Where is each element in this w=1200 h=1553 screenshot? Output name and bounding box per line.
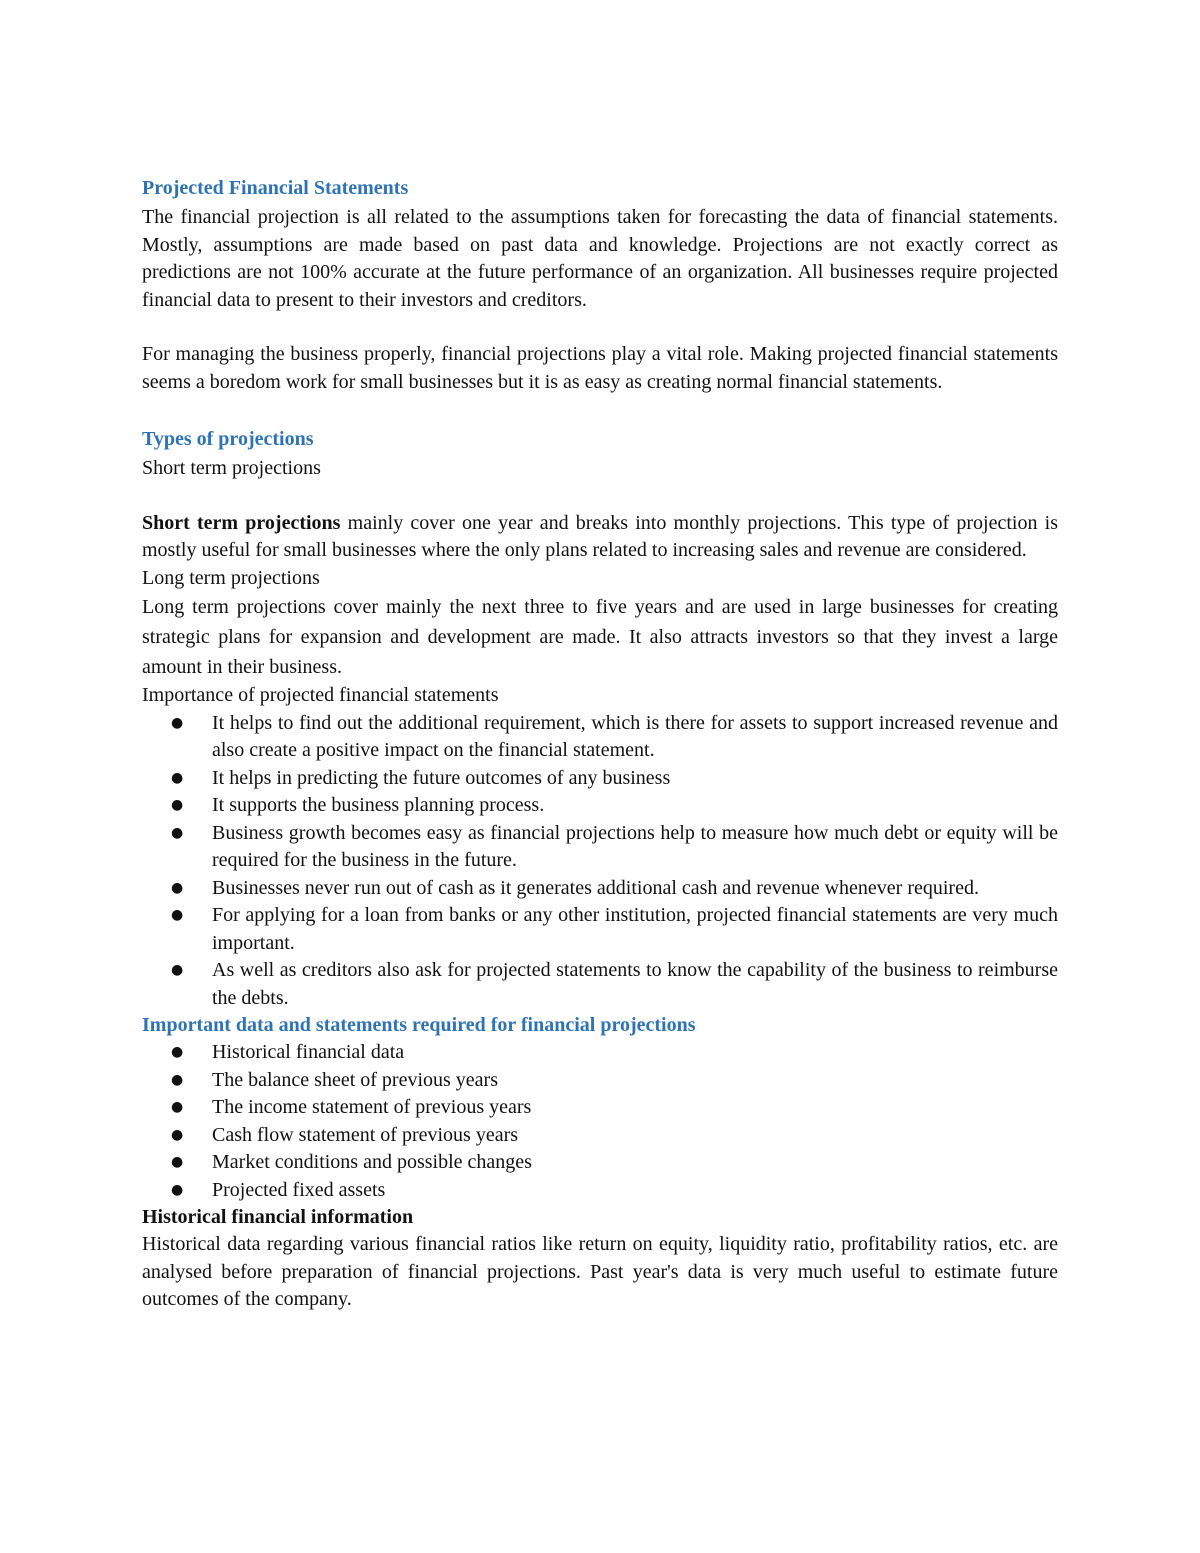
list-item-text: The income statement of previous years [212, 1096, 532, 1118]
list-item [142, 765, 1058, 793]
list-item [142, 1149, 1058, 1177]
bullet-icon: ● [171, 962, 184, 978]
document-page [142, 172, 1058, 1314]
bullet-icon: ● [171, 907, 184, 923]
list-item-text: It supports the business planning process. [212, 794, 545, 816]
long-term-paragraph: Long term projections cover mainly the next three to five years and are used in large businesses for creating strategic plans for expansion and development are made. It also attracts investors so that they invest a large amount in their business. [142, 596, 1058, 678]
list-item-text: Business growth becomes easy as financial projections help to measure how much debt or equity will be required for the business in the future. [212, 821, 1058, 871]
types-heading: Types of projections [142, 428, 314, 450]
short-term-paragraph [142, 510, 1058, 565]
list-item [142, 1067, 1058, 1095]
document-title: Projected Financial Statements [142, 177, 409, 199]
list-item [142, 1094, 1058, 1122]
long-term-label: Long term projections [142, 566, 320, 589]
list-item-text: It helps to find out the additional requirement, which is there for assets to support increased revenue and also create a positive impact on the financial statement. [212, 711, 1058, 761]
bullet-icon: ● [171, 824, 184, 841]
short-term-text: mainly cover one year and breaks into monthly projections. This type of projection is mostly useful for small businesses where the only plans related to increasing sales and revenue are considered. [142, 511, 1058, 561]
bullet-icon: ● [171, 1154, 184, 1170]
list-item [142, 710, 1058, 765]
bullet-icon: ● [171, 1099, 184, 1115]
list-item-text: Market conditions and possible changes [212, 1151, 532, 1173]
bullet-icon: ● [171, 1126, 184, 1143]
list-item-text: It helps in predicting the future outcomes of any business [212, 766, 671, 789]
bullet-icon: ● [171, 879, 184, 896]
paragraph-spacer [142, 483, 1058, 510]
list-item [142, 1122, 1058, 1150]
intro-paragraph-1: The financial projection is all related to the assumptions taken for forecasting the data of financial statements. Mostly, assumptions are made based on past data and knowledge. Projections are not exactly correct as predictions are not 100% accurate at the future performance of an organization. All businesses require projected financial data to present to their investors and creditors. [142, 206, 1058, 311]
data-heading: Important data and statements required for financial projections [142, 1014, 696, 1036]
paragraph-spacer [142, 314, 1058, 341]
list-item [142, 820, 1058, 875]
list-item-text: Businesses never run out of cash as it generates additional cash and revenue whenever required. [212, 876, 979, 899]
list-item-text: As well as creditors also ask for projected statements to know the capability of the business to reimburse the debts. [212, 959, 1058, 1009]
list-item [142, 875, 1058, 903]
list-item [142, 957, 1058, 1012]
bullet-icon: ● [171, 769, 184, 786]
importance-list [142, 710, 1058, 1013]
list-item-text: Historical financial data [212, 1041, 405, 1063]
intro-paragraph-2: For managing the business properly, financial projections play a vital role. Making projected financial statements seems a boredom work for small businesses but it is as easy as creating normal financial statements. [142, 343, 1058, 393]
list-item [142, 902, 1058, 957]
bullet-icon: ● [171, 714, 184, 731]
list-item [142, 1177, 1058, 1205]
historical-paragraph: Historical data regarding various financial ratios like return on equity, liquidity ratio, profitability ratios, etc. are analysed before preparation of financial projections. Past year's data is very much useful to estimate future outcomes of the company. [142, 1233, 1058, 1310]
list-item-text: The balance sheet of previous years [212, 1068, 498, 1091]
list-item [142, 1039, 1058, 1067]
bullet-icon: ● [171, 1181, 184, 1198]
list-item-text: Projected fixed assets [212, 1178, 386, 1201]
list-item [142, 792, 1058, 820]
paragraph-spacer [142, 396, 1058, 423]
bullet-icon: ● [171, 1044, 184, 1060]
list-item-text: For applying for a loan from banks or any other institution, projected financial statements are very much important. [212, 904, 1058, 954]
short-term-bold: Short term projections [142, 511, 341, 534]
importance-label: Importance of projected financial statements [142, 684, 499, 706]
list-item-text: Cash flow statement of previous years [212, 1123, 519, 1146]
historical-heading: Historical financial information [142, 1206, 414, 1228]
bullet-icon: ● [171, 1071, 184, 1088]
bullet-icon: ● [171, 797, 184, 813]
data-list [142, 1039, 1058, 1204]
short-term-label: Short term projections [142, 457, 321, 479]
